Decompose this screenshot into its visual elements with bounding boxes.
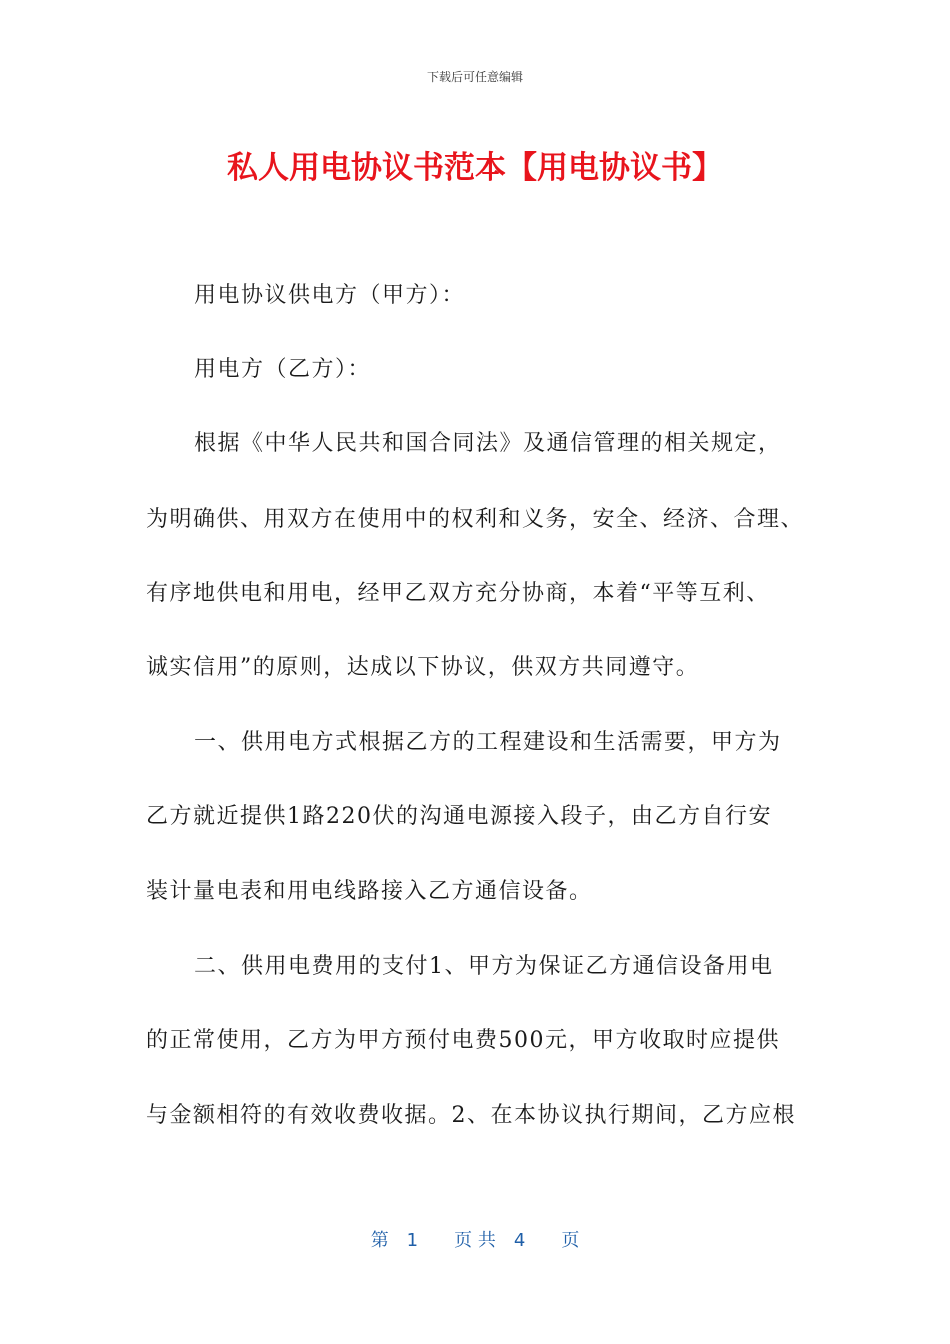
body-line-2: 用电方（乙方）： <box>194 357 372 382</box>
body-line-7: 一、供用电方式根据乙方的工程建设和生活需要，甲方为 <box>194 730 782 755</box>
body-line-12: 与金额相符的有效收费收据。2、在本协议执行期间，乙方应根 <box>146 1103 796 1128</box>
page-title: 私人用电协议书范本【用电协议书】 <box>227 150 723 186</box>
body-line-8: 乙方就近提供1路220伏的沟通电源接入段子，由乙方自行安 <box>146 804 772 829</box>
body-line-3: 根据《中华人民共和国合同法》及通信管理的相关规定， <box>194 431 782 456</box>
body-line-11: 的正常使用，乙方为甲方预付电费500元，甲方收取时应提供 <box>146 1028 780 1053</box>
body-line-6: 诚实信用”的原则，达成以下协议，供双方共同遵守。 <box>146 655 700 680</box>
body-line-1: 用电协议供电方（甲方）： <box>194 283 466 308</box>
header-note: 下载后可任意编辑 <box>426 70 523 84</box>
body-line-10: 二、供用电费用的支付1、甲方为保证乙方通信设备用电 <box>194 954 774 979</box>
body-line-4: 为明确供、用双方在使用中的权利和义务，安全、经济、合理、 <box>146 507 805 532</box>
body-line-5: 有序地供电和用电，经甲乙双方充分协商，本着“平等互利、 <box>146 581 770 606</box>
body-line-9: 装计量电表和用电线路接入乙方通信设备。 <box>146 879 593 904</box>
page-footer: 第 1 页 共 4 页 <box>370 1230 580 1251</box>
